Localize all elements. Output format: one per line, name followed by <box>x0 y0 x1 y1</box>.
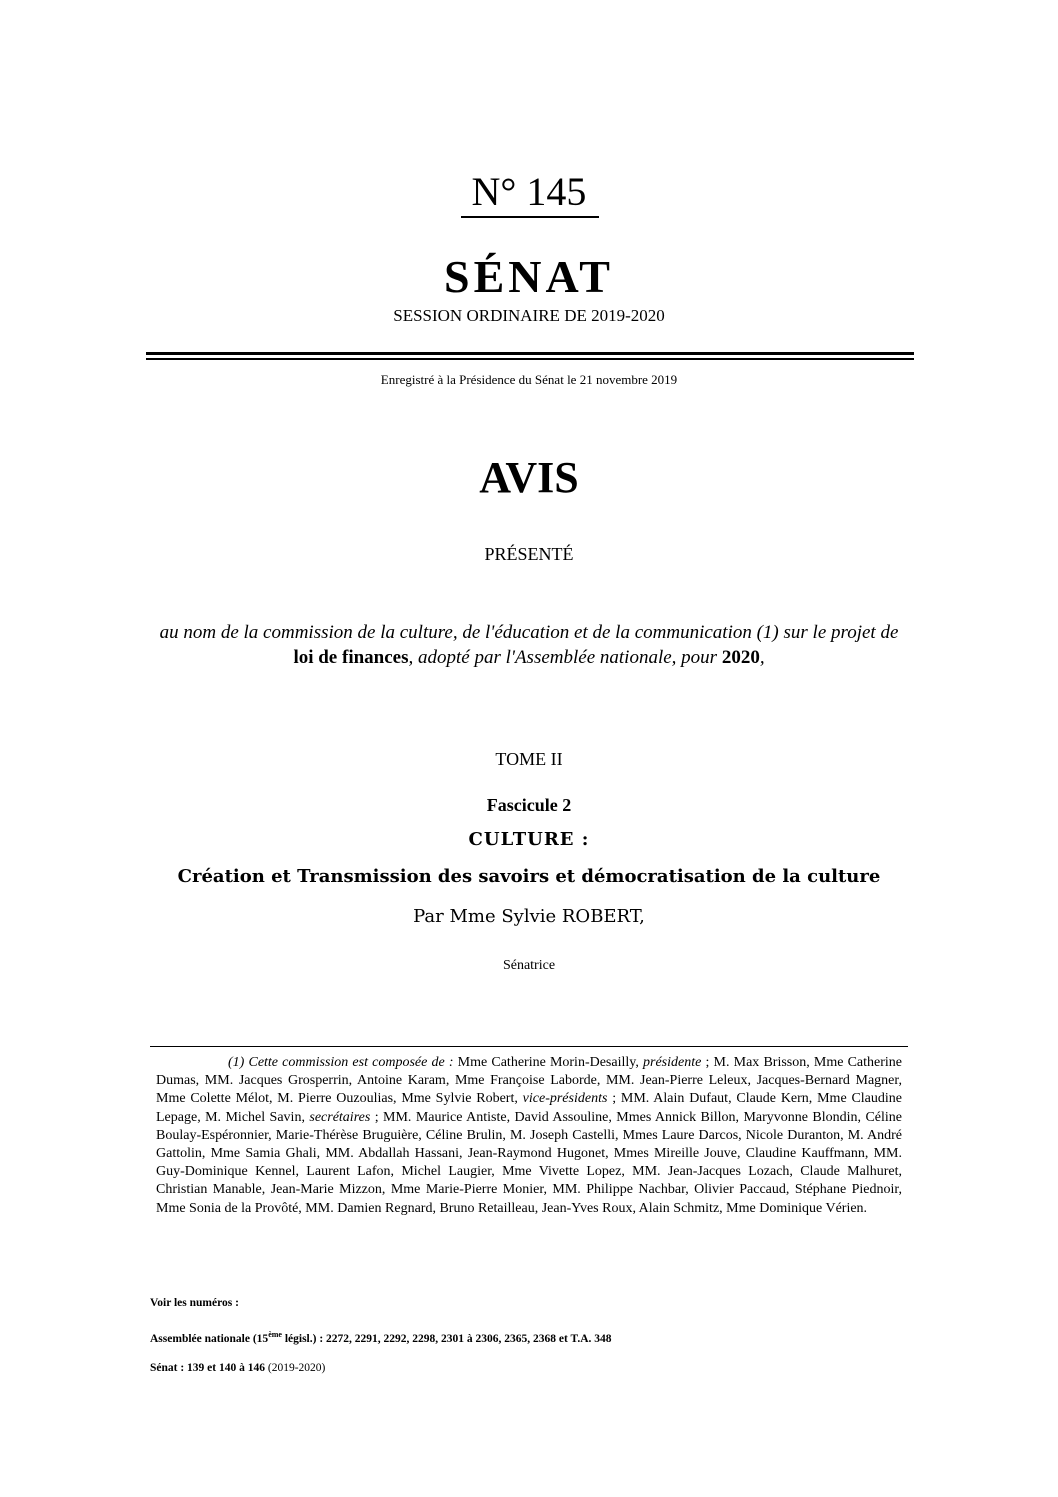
document-type: AVIS <box>479 453 579 502</box>
author-line: Par Mme Sylvie ROBERT, <box>413 906 645 927</box>
header-rule-thick <box>146 352 914 355</box>
number-underline <box>461 216 599 218</box>
fascicule-label: Fascicule 2 <box>486 795 572 815</box>
presented-label: PRÉSENTÉ <box>484 544 574 564</box>
registration-date: Enregistré à la Présidence du Sénat le 21 novembre 2019 <box>380 372 678 387</box>
assemblee-references: Assemblée nationale (15ème législ.) : 2272, 2291, 2292, 2298, 2301 à 2306, 2365, 2368 et T.A. 348 <box>150 1330 612 1345</box>
commission-footnote: (1) Cette commission est composée de : Mme Catherine Morin-Desailly, présidente ; M. Max Brisson, Mme Catherine Dumas, MM. Jacques Grosperrin, Antoine Karam, Mme Françoise Laborde, MM. Jean-Pierre Leleux, Jacques-Bernard Magner, Mme Colette Mélot, M. Pierre Ouzoulias, Mme Sylvie Robert, vice-présidents ; MM. Alain Dufaut, Claude Kern, Mme Claudine Lepage, M. Michel Savin, secrétaires ; MM. Maurice Antiste, David Assouline, Mmes Annick Billon, Maryvonne Blondin, Céline Boulay-Espéronnier, Marie-Thérèse Bruguière, Céline Brulin, M. Joseph Castelli, Mmes Laure Darcos, Nicole Duranton, M. André Gattolin, Mme Samia Ghali, MM. Abdallah Hassani, Jean-Raymond Hugonet, Mmes Mireille Jouve, Claudine Kauffmann, MM. Guy-Dominique Kennel, Laurent Lafon, Michel Laugier, Mme Vivette Lopez, MM. Jean-Jacques Lozach, Claude Malhuret, Christian Manable, Jean-Marie Mizzon, Mme Marie-Pierre Monier, MM. Philippe Nachbar, Olivier Paccaud, Stéphane Piednoir, Mme Sonia de la Provôté, MM. Damien Regnard, Bruno Retailleau, Jean-Yves Roux, Alain Schmitz, Mme Dominique Vérien. <box>156 1055 903 1216</box>
references-heading: Voir les numéros : <box>150 1297 239 1309</box>
mission-title: CULTURE : <box>468 829 590 850</box>
session-label: SESSION ORDINAIRE DE 2019-2020 <box>393 306 665 325</box>
intro-paragraph: au nom de la commission de la culture, de l'éducation et de la communication (1) sur le projet de loi de finances, adopté par l'Assemblée nationale, pour 2020, <box>159 622 899 668</box>
footnote-rule <box>150 1046 908 1047</box>
header-rule-thin <box>146 358 914 360</box>
program-subtitle: Création et Transmission des savoirs et démocratisation de la culture <box>177 866 881 887</box>
tome-label: TOME II <box>495 749 563 769</box>
author-role: Sénatrice <box>502 958 556 973</box>
chamber-title: SÉNAT <box>444 251 614 302</box>
document-number: N° 145 <box>471 169 587 214</box>
senat-references: Sénat : 139 et 140 à 146 (2019-2020) <box>150 1362 326 1374</box>
